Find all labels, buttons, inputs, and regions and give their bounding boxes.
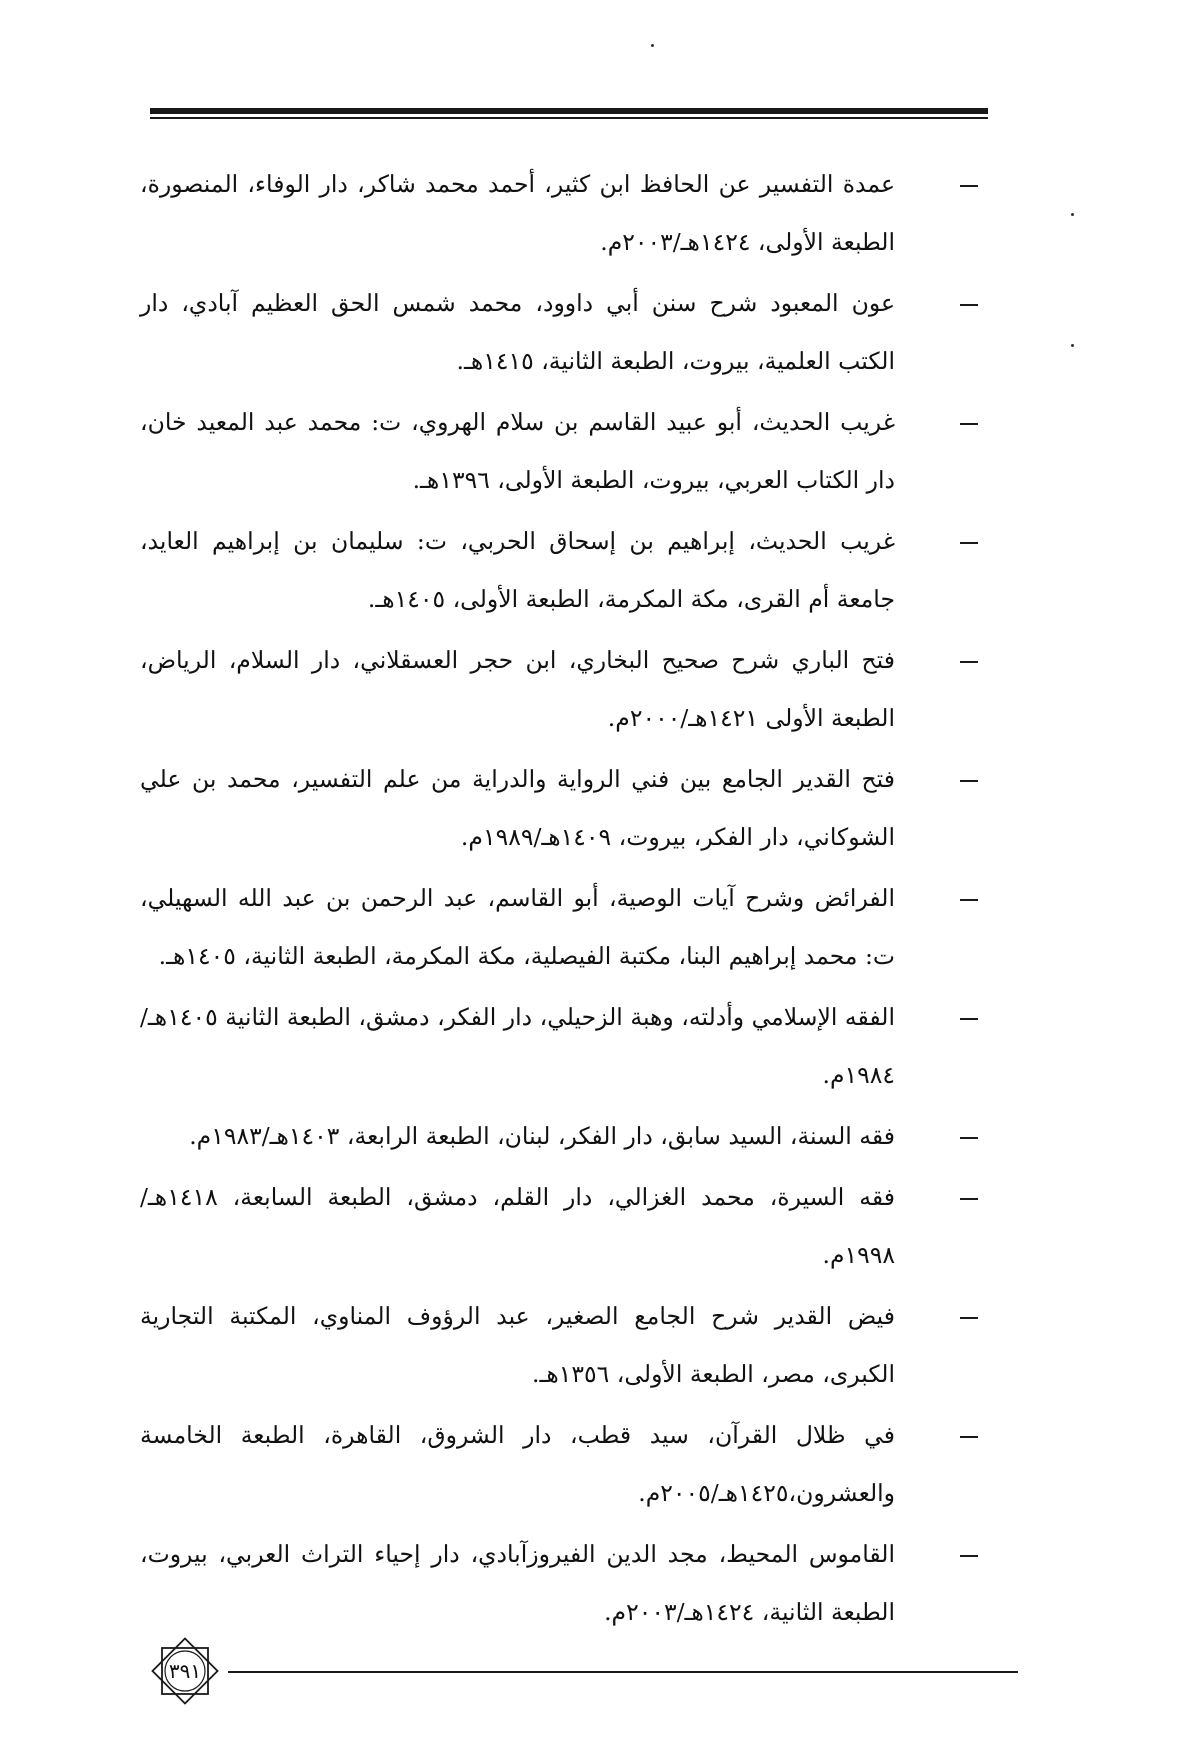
entry-text: عون المعبود شرح سنن أبي داوود، محمد شمس الحق العظيم آبادي، دار الكتب العلمية، بيروت، الطبعة الثانية، ١٤١٥هـ. <box>140 289 895 375</box>
footer-rule <box>228 1671 1018 1673</box>
page-number: ٣٩١ <box>168 1659 202 1683</box>
bibliography-entry <box>140 1406 980 1522</box>
scan-speck <box>1071 213 1074 216</box>
entry-dash <box>958 512 980 570</box>
entry-text: عمدة التفسير عن الحافظ ابن كثير، أحمد محمد شاكر، دار الوفاء، المنصورة، الطبعة الأولى، ١٤٢٤هـ/٢٠٠٣م. <box>140 170 895 256</box>
entry-dash <box>958 1287 980 1345</box>
bibliography-entry <box>140 274 980 390</box>
entry-dash <box>958 988 980 1046</box>
scan-speck <box>1071 344 1074 347</box>
entry-dash <box>958 1107 980 1165</box>
entry-text: غريب الحديث، إبراهيم بن إسحاق الحربي، ت: سليمان بن إبراهيم العايد، جامعة أم القرى، مكة المكرمة، الطبعة الأولى، ١٤٠٥هـ. <box>140 527 895 613</box>
bibliography-entry <box>140 1168 980 1284</box>
entry-dash <box>958 155 980 213</box>
bibliography-entry <box>140 1287 980 1403</box>
entry-dash <box>958 631 980 689</box>
entry-text: فيض القدير شرح الجامع الصغير، عبد الرؤوف المناوي، المكتبة التجارية الكبرى، مصر، الطبعة الأولى، ١٣٥٦هـ. <box>140 1302 895 1388</box>
bibliography-entry <box>140 1525 980 1641</box>
entry-text: فقه السيرة، محمد الغزالي، دار القلم، دمشق، الطبعة السابعة، ١٤١٨هـ/١٩٩٨م. <box>140 1183 895 1269</box>
bibliography-entry <box>140 988 980 1104</box>
entry-text: فتح الباري شرح صحيح البخاري، ابن حجر العسقلاني، دار السلام، الرياض، الطبعة الأولى ١٤٢١هـ/٢٠٠٠م. <box>140 646 895 732</box>
entry-text: في ظلال القرآن، سيد قطب، دار الشروق، القاهرة، الطبعة الخامسة والعشرون،١٤٢٥هـ/٢٠٠٥م. <box>140 1421 895 1507</box>
bibliography-list <box>140 155 980 1644</box>
entry-dash <box>958 393 980 451</box>
bibliography-entry <box>140 869 980 985</box>
page-number-ornament <box>140 1626 230 1716</box>
bibliography-entry <box>140 393 980 509</box>
entry-dash <box>958 1406 980 1464</box>
header-rule-thin <box>150 117 988 119</box>
scan-speck <box>651 44 654 47</box>
entry-text: الفقه الإسلامي وأدلته، وهبة الزحيلي، دار الفكر، دمشق، الطبعة الثانية ١٤٠٥هـ/١٩٨٤م. <box>140 1003 895 1089</box>
bibliography-entry <box>140 1107 980 1165</box>
header-rule-thick <box>150 108 988 114</box>
entry-dash <box>958 274 980 332</box>
bibliography-entry <box>140 512 980 628</box>
header-double-rule <box>150 108 988 119</box>
entry-text: فقه السنة، السيد سابق، دار الفكر، لبنان، الطبعة الرابعة، ١٤٠٣هـ/١٩٨٣م. <box>189 1122 895 1150</box>
entry-text: القاموس المحيط، مجد الدين الفيروزآبادي، دار إحياء التراث العربي، بيروت، الطبعة الثانية، ١٤٢٤هـ/٢٠٠٣م. <box>140 1540 895 1626</box>
bibliography-entry <box>140 750 980 866</box>
entry-text: الفرائض وشرح آيات الوصية، أبو القاسم، عبد الرحمن بن عبد الله السهيلي، ت: محمد إبراهيم البنا، مكتبة الفيصلية، مكة المكرمة، الطبعة الثانية، ١٤٠٥هـ. <box>140 884 895 970</box>
entry-text: غريب الحديث، أبو عبيد القاسم بن سلام الهروي، ت: محمد عبد المعيد خان، دار الكتاب العربي، بيروت، الطبعة الأولى، ١٣٩٦هـ. <box>140 408 895 494</box>
entry-text: فتح القدير الجامع بين فني الرواية والدراية من علم التفسير، محمد بن علي الشوكاني، دار الفكر، بيروت، ١٤٠٩هـ/١٩٨٩م. <box>140 765 895 851</box>
entry-dash <box>958 750 980 808</box>
bibliography-entry <box>140 631 980 747</box>
entry-dash <box>958 1525 980 1583</box>
entry-dash <box>958 869 980 927</box>
bibliography-entry <box>140 155 980 271</box>
entry-dash <box>958 1168 980 1226</box>
